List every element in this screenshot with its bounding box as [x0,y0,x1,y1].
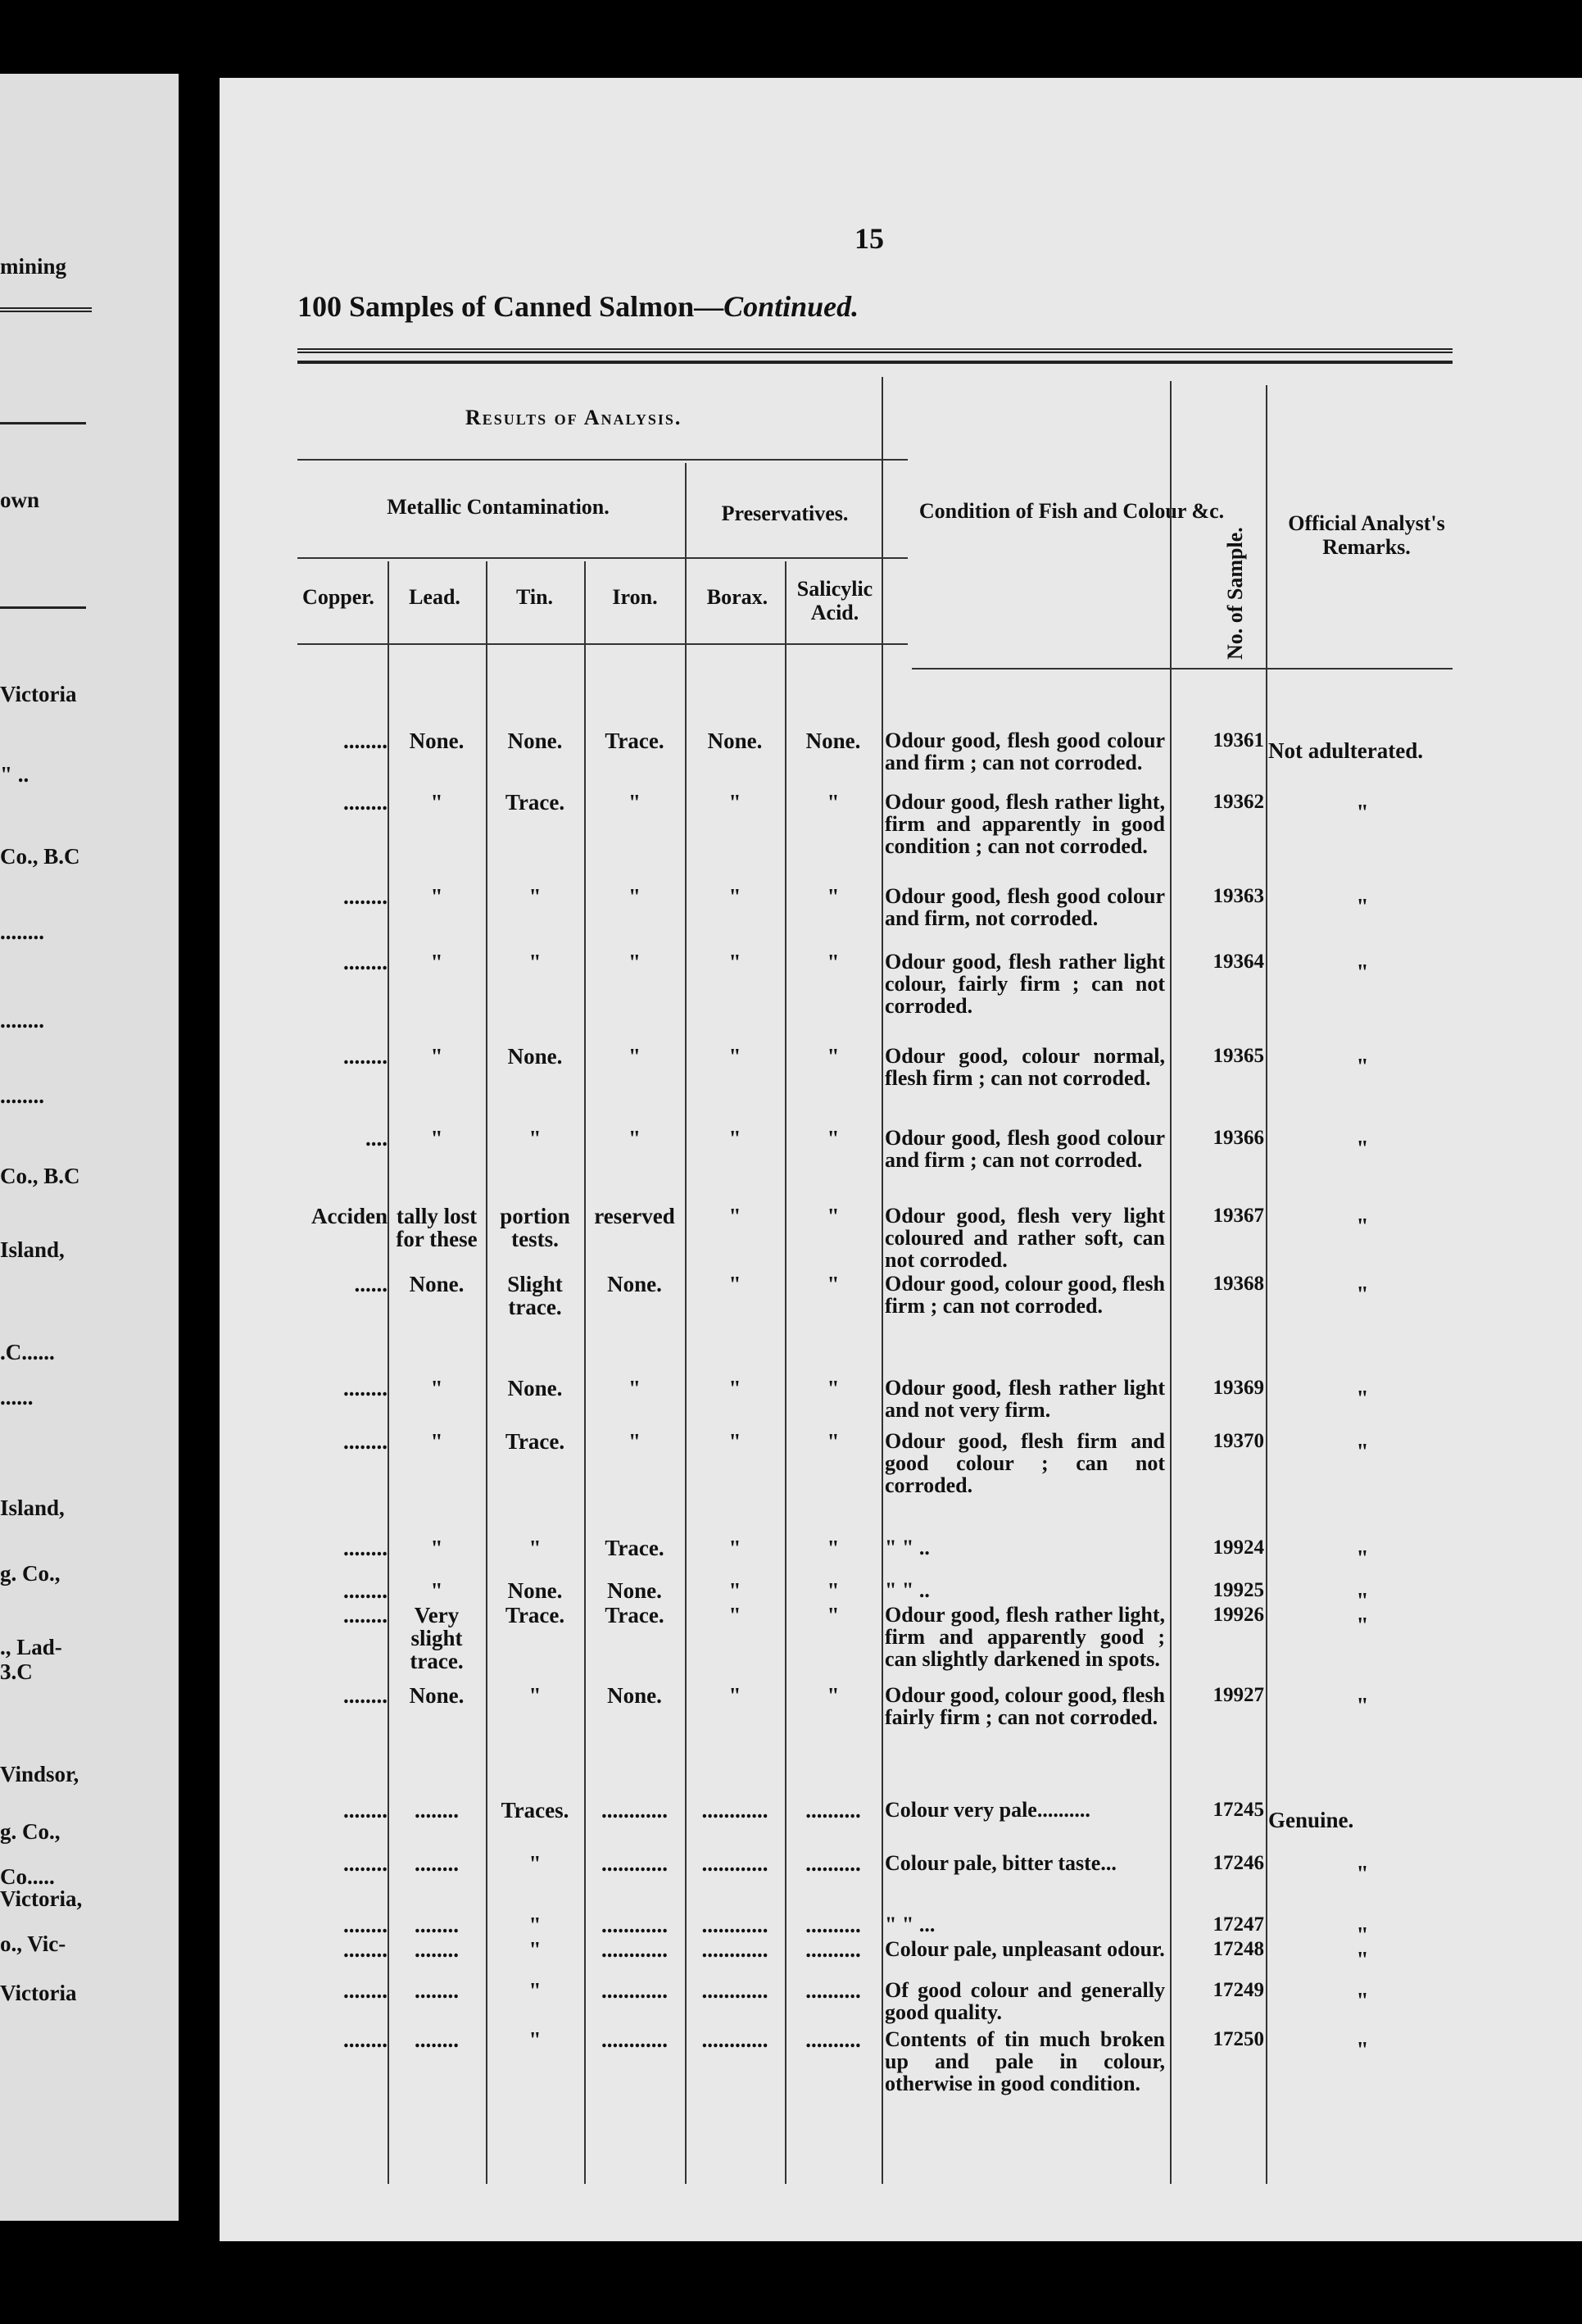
sample-number-cell: 19927 [1213,1684,1264,1706]
remark-cell: " [1356,894,1369,919]
left-page-text: Vindsor, [0,1762,79,1786]
tin-cell: " [528,1683,542,1708]
remark-cell: " [1356,800,1369,824]
sample-number-cell: 19362 [1213,791,1264,813]
borax-header: Borax. [706,585,768,609]
iron-cell: ............ [601,2027,668,2052]
borax-cell: " [728,1376,741,1400]
copper-header: Copper. [302,585,374,609]
borax-cell: " [728,1683,741,1708]
left-page-text: Victoria [0,682,77,706]
copper-cell: ........ [343,1851,388,1876]
metallic-underline [297,557,908,559]
condition-cell: " " .. [885,1578,930,1602]
remark-cell: " [1356,1546,1369,1570]
remark-cell: " [1356,1693,1369,1718]
left-page-text: Victoria [0,1981,77,2005]
lead-cell: " [430,884,443,909]
lead-cell: " [430,1044,443,1069]
lead-cell: Very slight trace. [410,1603,464,1673]
condition-cell: " " .. [885,1536,930,1559]
salicylic-cell: " [827,950,840,974]
iron-cell: ............ [601,1937,668,1962]
copper-cell: ........ [343,790,388,815]
lead-header: Lead. [409,585,460,609]
tin-cell: " [528,1851,542,1876]
sample-number-cell: 17248 [1213,1938,1264,1960]
tin-cell: Trace. [505,1429,565,1454]
left-page-text: ........ [0,1008,44,1033]
sample-number-cell: 17247 [1213,1913,1264,1936]
salicylic-cell: " [827,1204,840,1228]
condition-cell: Odour good, flesh rather light colour, fairly firm ; can not corroded. [885,950,1165,1018]
salicylic-cell: " [827,1126,840,1151]
sample-number-cell: 17249 [1213,1979,1264,2001]
sample-number-cell: 19363 [1213,885,1264,907]
column-rule [882,377,883,2184]
condition-cell: Odour good, colour good, flesh fairly firm ; can not corroded. [885,1683,1165,1729]
copper-cell: Acciden [311,1204,388,1228]
left-page-text: Island, [0,1237,65,1262]
title-double-rule [297,348,1453,353]
iron-cell: None. [607,1272,662,1296]
borax-cell: ............ [701,1978,768,2003]
sample-number-cell: 19368 [1213,1273,1264,1295]
iron-cell: " [628,950,641,974]
iron-cell: " [628,1126,641,1151]
salicylic-cell: " [827,1603,840,1627]
condition-cell: Odour good, flesh rather light and not very firm. [885,1376,1165,1422]
lead-cell: ........ [415,1798,459,1822]
condition-cell: Odour good, colour good, flesh firm ; can not corroded. [885,1272,1165,1318]
borax-cell: ............ [701,1937,768,1962]
iron-cell: " [628,1044,641,1069]
copper-cell: ........ [343,884,388,909]
lead-cell: " [430,1536,443,1560]
left-page-text: own [0,488,40,512]
salicylic-cell: " [827,790,840,815]
tin-cell: portion tests. [500,1204,570,1251]
sample-number-cell: 19925 [1213,1579,1264,1601]
iron-cell: " [628,884,641,909]
left-page-rule [0,307,92,312]
remark-cell: Not adulterated. [1268,738,1423,763]
salicylic-cell: .......... [805,1851,861,1876]
salicylic-cell: .......... [805,1978,861,2003]
sample-number-cell: 17250 [1213,2028,1264,2050]
tin-cell: Trace. [505,1603,565,1627]
column-rule [1170,381,1172,2184]
page-number: 15 [854,222,884,255]
copper-cell: ........ [343,1578,388,1603]
salicylic-cell: " [827,1683,840,1708]
sample-number-cell: 17245 [1213,1799,1264,1821]
salicylic-cell: " [827,1536,840,1560]
lead-cell: None. [409,1272,465,1296]
remark-cell: Genuine. [1268,1808,1354,1832]
left-page-text: Co..... [0,1864,55,1889]
iron-cell: None. [607,1578,662,1603]
borax-cell: ............ [701,1798,768,1822]
left-page-text: 3.C [0,1659,33,1684]
iron-cell: Trace. [605,1603,664,1627]
tin-cell: Traces. [501,1798,569,1822]
header-bottom-rule [912,668,1453,670]
copper-cell: ........ [343,1937,388,1962]
tin-cell: " [528,2027,542,2052]
condition-cell: Odour good, flesh good colour and firm ; can not corroded. [885,1126,1165,1172]
iron-cell: " [628,1429,641,1454]
tin-cell: None. [507,1376,563,1400]
lead-cell: " [430,1126,443,1151]
salicylic-cell: .......... [805,1798,861,1822]
copper-cell: .... [365,1126,388,1151]
iron-cell: reserved [594,1204,675,1228]
salicylic-cell: " [827,1272,840,1296]
salicylic-cell: .......... [805,2027,861,2052]
metallic-header: Metallic Contamination. [387,495,610,519]
column-rule [1266,385,1267,2184]
remark-cell: " [1356,1588,1369,1613]
sample-number-cell: 19370 [1213,1430,1264,1452]
copper-cell: ...... [354,1272,388,1296]
left-page-text: .C...... [0,1340,55,1364]
left-page-text: o., Vic- [0,1931,66,1956]
iron-cell: " [628,1376,641,1400]
sample-number-cell: 19924 [1213,1536,1264,1559]
tin-cell: " [528,950,542,974]
condition-cell: Colour very pale.......... [885,1798,1090,1822]
sample-number-cell: 19366 [1213,1127,1264,1149]
left-page-text: Co., B.C [0,1164,80,1188]
copper-cell: ........ [343,1978,388,2003]
copper-cell: ........ [343,1603,388,1627]
left-page-rule [0,606,86,609]
sample-number-cell: 19364 [1213,951,1264,973]
salicylic-header: Salicylic Acid. [796,577,873,624]
sample-number-cell: 19367 [1213,1205,1264,1227]
condition-cell: Odour good, colour normal, flesh firm ; can not corroded. [885,1044,1165,1090]
lead-cell: ........ [415,1851,459,1876]
remark-cell: " [1356,1947,1369,1972]
sample-number-cell: 19926 [1213,1604,1264,1626]
borax-cell: " [728,1272,741,1296]
borax-cell: ............ [701,1851,768,1876]
remark-cell: " [1356,1136,1369,1160]
remark-cell: " [1356,1922,1369,1947]
lead-cell: " [430,790,443,815]
salicylic-cell: None. [805,729,861,753]
borax-cell: " [728,1044,741,1069]
iron-cell: ............ [601,1851,668,1876]
left-page-text: mining [0,254,67,279]
lead-cell: ........ [415,1913,459,1937]
tin-cell: None. [507,1578,563,1603]
salicylic-cell: .......... [805,1913,861,1937]
condition-cell: Colour pale, bitter taste... [885,1851,1117,1875]
sample-number-cell: 19365 [1213,1045,1264,1067]
left-page-text: g. Co., [0,1561,61,1586]
left-page-text: ...... [0,1385,34,1409]
lead-cell: " [430,1376,443,1400]
iron-header: Iron. [612,585,658,609]
borax-cell: " [728,1603,741,1627]
lead-cell: None. [409,1683,465,1708]
left-page-text: ........ [0,919,44,944]
left-page-text: Victoria, [0,1886,83,1911]
iron-cell: ............ [601,1798,668,1822]
remarks-header: Official Analyst's Remarks. [1288,511,1445,559]
lead-cell: " [430,1578,443,1603]
condition-cell: Colour pale, unpleasant odour. [885,1937,1165,1961]
borax-cell: " [728,950,741,974]
tin-cell: None. [507,729,563,753]
condition-cell: Odour good, flesh very light coloured and rather soft, can not corroded. [885,1204,1165,1272]
left-page-text: " .. [0,762,29,787]
salicylic-cell: " [827,884,840,909]
remark-cell: " [1356,960,1369,984]
left-page-rule [0,422,86,424]
borax-cell: " [728,1429,741,1454]
remark-cell: " [1356,2037,1369,2062]
condition-cell: Of good colour and generally good quality. [885,1978,1165,2024]
condition-cell: Odour good, flesh good colour and firm, not corroded. [885,884,1165,930]
borax-cell: " [728,884,741,909]
preservatives-header: Preservatives. [721,502,849,525]
remark-cell: " [1356,1988,1369,2013]
tin-cell: " [528,1913,542,1937]
copper-cell: ........ [343,1376,388,1400]
lead-cell: " [430,950,443,974]
tin-cell: " [528,1536,542,1560]
copper-cell: ........ [343,1683,388,1708]
tin-cell: None. [507,1044,563,1069]
salicylic-cell: " [827,1044,840,1069]
iron-cell: Trace. [605,1536,664,1560]
left-page-fragment [0,74,179,2221]
remark-cell: " [1356,1439,1369,1464]
copper-cell: ........ [343,1798,388,1822]
lead-cell: None. [409,729,465,753]
remark-cell: " [1356,1054,1369,1078]
sample-no-header: No. of Sample. [1223,527,1247,660]
remark-cell: " [1356,1613,1369,1637]
copper-cell: ........ [343,1536,388,1560]
iron-cell: Trace. [605,729,664,753]
results-underline [297,459,908,461]
copper-cell: ........ [343,950,388,974]
tin-cell: " [528,1126,542,1151]
remark-cell: " [1356,1282,1369,1306]
condition-cell: " " ... [885,1913,936,1936]
borax-cell: " [728,790,741,815]
borax-cell: " [728,1126,741,1151]
title-rule [297,361,1453,364]
iron-cell: " [628,790,641,815]
left-page-text: Island, [0,1496,65,1520]
borax-cell: " [728,1578,741,1603]
copper-cell: ........ [343,1913,388,1937]
tin-cell: " [528,1937,542,1962]
copper-cell: ........ [343,1429,388,1454]
tin-cell: " [528,1978,542,2003]
copper-cell: ........ [343,1044,388,1069]
iron-cell: ............ [601,1978,668,2003]
copper-cell: ........ [343,729,388,753]
tin-cell: Slight trace. [507,1272,563,1319]
tin-cell: Trace. [505,790,565,815]
page-title [297,289,859,324]
left-page-text: ., Lad- [0,1635,62,1659]
results-header: Results of Analysis. [465,406,682,429]
lead-cell: " [430,1429,443,1454]
borax-cell: ............ [701,2027,768,2052]
condition-cell: Odour good, flesh good colour and firm ; can not corroded. [885,729,1165,774]
lead-cell: tally lost for these [396,1204,478,1251]
remark-cell: " [1356,1861,1369,1886]
condition-cell: Odour good, flesh rather light, firm and apparently in good condition ; can not corroded. [885,790,1165,858]
left-page-text: g. Co., [0,1819,61,1844]
salicylic-cell: .......... [805,1937,861,1962]
left-page-text: Co., B.C [0,844,80,869]
lead-cell: ........ [415,1937,459,1962]
lead-cell: ........ [415,1978,459,2003]
sample-number-cell: 17246 [1213,1852,1264,1874]
borax-cell: None. [707,729,763,753]
condition-cell: Odour good, flesh rather light, firm and apparently good ; can slightly darkened in spots. [885,1603,1165,1671]
title-continued: Continued. [723,290,859,323]
title-main: 100 Samples of Canned Salmon— [297,290,724,323]
tin-header: Tin. [515,585,554,609]
salicylic-cell: " [827,1429,840,1454]
borax-cell: " [728,1536,741,1560]
remark-cell: " [1356,1214,1369,1238]
tin-cell: " [528,884,542,909]
sample-number-cell: 19369 [1213,1377,1264,1399]
sample-number-cell: 19361 [1213,729,1264,751]
left-page-text: ........ [0,1083,44,1108]
main-page [220,78,1582,2241]
remark-cell: " [1356,1386,1369,1410]
borax-cell: ............ [701,1913,768,1937]
iron-cell: None. [607,1683,662,1708]
condition-header: Condition of Fish and Colour &c. [918,499,1225,523]
lead-cell: ........ [415,2027,459,2052]
copper-cell: ........ [343,2027,388,2052]
iron-cell: ............ [601,1913,668,1937]
salicylic-cell: " [827,1376,840,1400]
salicylic-cell: " [827,1578,840,1603]
condition-cell: Odour good, flesh firm and good colour ; can not corroded. [885,1429,1165,1497]
condition-cell: Contents of tin much broken up and pale in colour, otherwise in good condition. [885,2027,1165,2095]
borax-cell: " [728,1204,741,1228]
